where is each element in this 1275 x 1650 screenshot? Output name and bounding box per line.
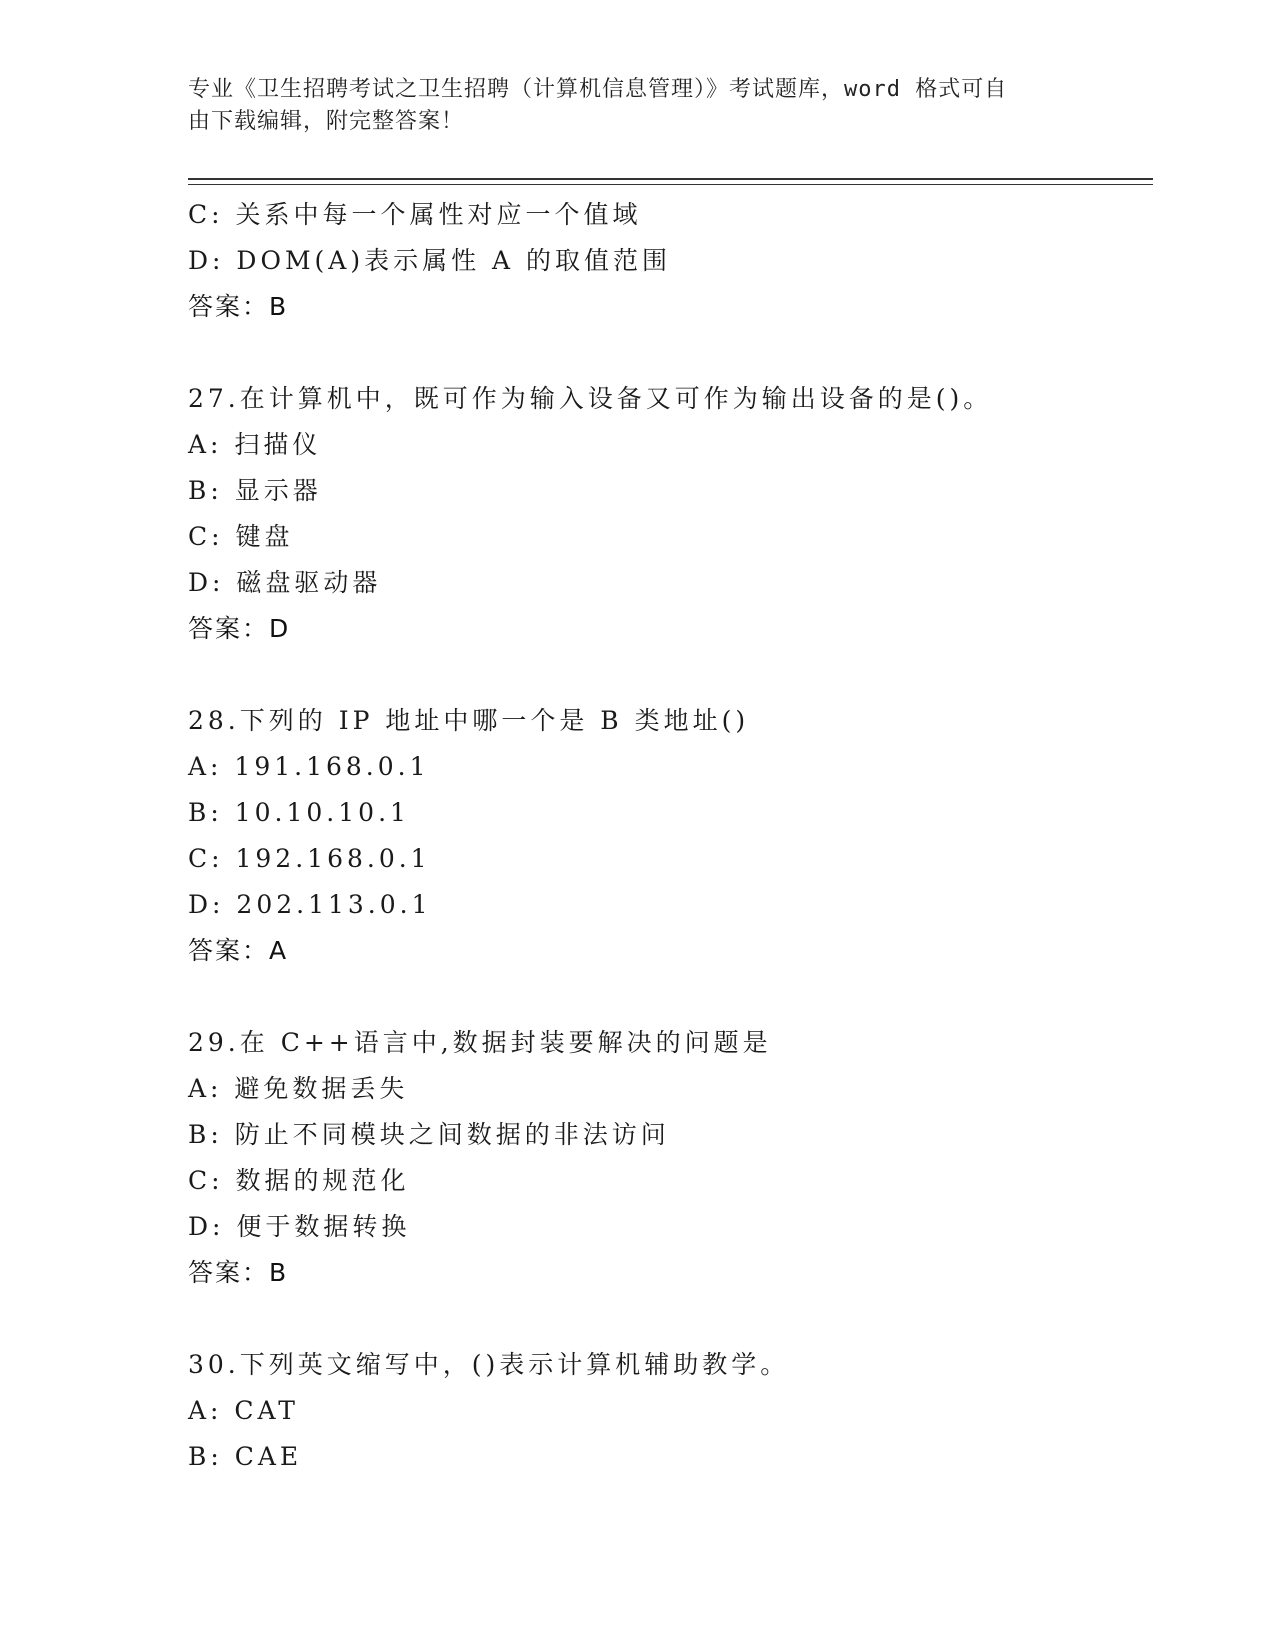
question-stem: 27.在计算机中，既可作为输入设备又可作为输出设备的是()。 [188, 384, 993, 413]
question-block-27 [188, 376, 1148, 652]
option-a: A: 扫描仪 [188, 430, 322, 459]
question-stem: 28.下列的 IP 地址中哪一个是 B 类地址() [188, 706, 750, 735]
question-stem: 29.在 C++语言中,数据封装要解决的问题是 [188, 1028, 772, 1057]
question-block-prev [188, 192, 1148, 330]
option-a: A: CAT [188, 1396, 299, 1425]
answer-line: 答案：B [188, 292, 289, 321]
option-d: D: 便于数据转换 [188, 1212, 411, 1241]
header-line-1: 专业《卫生招聘考试之卫生招聘（计算机信息管理）》考试题库，word 格式可自 [188, 77, 1008, 102]
question-block-29 [188, 1020, 1148, 1296]
option-a: A: 191.168.0.1 [188, 752, 430, 781]
option-d: D: DOM(A)表示属性 A 的取值范围 [188, 246, 672, 275]
document-header [188, 74, 1068, 138]
answer-line: 答案：D [188, 614, 291, 643]
option-c: C: 键盘 [188, 522, 294, 551]
option-a: A: 避免数据丢失 [188, 1074, 409, 1103]
option-b: B: CAE [188, 1442, 303, 1471]
header-line-2: 由下载编辑，附完整答案！ [188, 109, 465, 134]
question-block-30 [188, 1342, 1148, 1480]
option-b: B: 10.10.10.1 [188, 798, 410, 827]
answer-line: 答案：B [188, 1258, 289, 1287]
spacer [188, 974, 1148, 1020]
answer-line: 答案：A [188, 936, 289, 965]
option-c: C: 数据的规范化 [188, 1166, 410, 1195]
option-c: C: 关系中每一个属性对应一个值域 [188, 200, 642, 229]
option-c: C: 192.168.0.1 [188, 844, 431, 873]
header-divider-thick [188, 178, 1153, 180]
option-b: B: 显示器 [188, 476, 322, 505]
spacer [188, 330, 1148, 376]
question-list [188, 192, 1148, 1480]
question-block-28 [188, 698, 1148, 974]
spacer [188, 652, 1148, 698]
option-d: D: 202.113.0.1 [188, 890, 432, 919]
option-d: D: 磁盘驱动器 [188, 568, 382, 597]
option-b: B: 防止不同模块之间数据的非法访问 [188, 1120, 670, 1149]
spacer [188, 1296, 1148, 1342]
question-stem: 30.下列英文缩写中，()表示计算机辅助教学。 [188, 1350, 790, 1379]
header-divider-thin [188, 184, 1153, 185]
